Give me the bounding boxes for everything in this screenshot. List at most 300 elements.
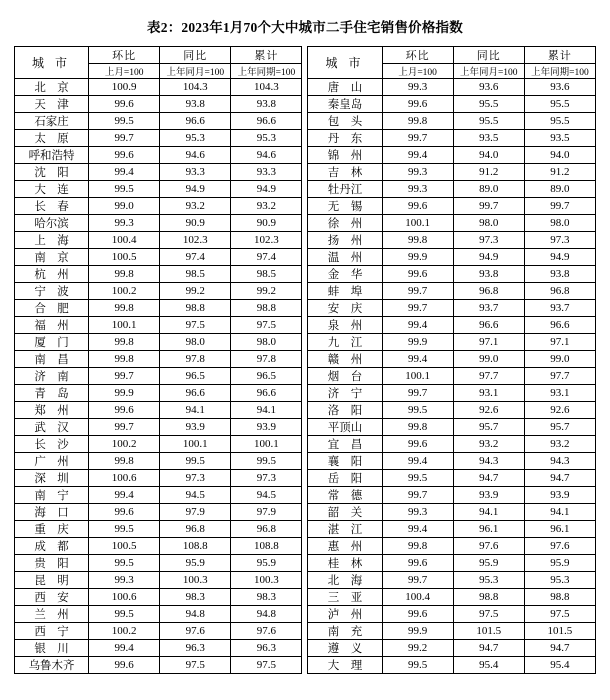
- value-yoy-left: 104.3: [160, 79, 231, 96]
- value-yoy-left: 97.5: [160, 317, 231, 334]
- table-header: [15, 47, 596, 79]
- table-row: [15, 589, 596, 606]
- table-row: [15, 487, 596, 504]
- value-yoy-right: 93.7: [453, 300, 524, 317]
- value-cumulative-right: 96.8: [524, 283, 595, 300]
- value-yoy-right: 95.7: [453, 419, 524, 436]
- value-mom-left: 99.5: [89, 113, 160, 130]
- value-cumulative-left: 97.3: [231, 470, 302, 487]
- city-name-right: 大 理: [308, 657, 382, 674]
- city-name-right: 北 海: [308, 572, 382, 589]
- value-yoy-right: 94.7: [453, 640, 524, 657]
- value-cumulative-left: 97.5: [231, 657, 302, 674]
- value-mom-right: 99.3: [382, 79, 453, 96]
- value-yoy-left: 93.3: [160, 164, 231, 181]
- table-row: [15, 640, 596, 657]
- value-mom-left: 100.4: [89, 232, 160, 249]
- header-sub-cum-right: 上年同期=100: [524, 64, 595, 79]
- value-yoy-right: 92.6: [453, 402, 524, 419]
- city-name-right: 宜 昌: [308, 436, 382, 453]
- value-cumulative-left: 97.5: [231, 317, 302, 334]
- city-name-left: 郑 州: [15, 402, 89, 419]
- value-mom-left: 99.4: [89, 640, 160, 657]
- value-mom-right: 99.8: [382, 419, 453, 436]
- value-cumulative-left: 93.8: [231, 96, 302, 113]
- value-cumulative-left: 98.8: [231, 300, 302, 317]
- city-name-left: 南 宁: [15, 487, 89, 504]
- value-yoy-right: 95.5: [453, 113, 524, 130]
- value-cumulative-right: 99.0: [524, 351, 595, 368]
- value-yoy-right: 97.7: [453, 368, 524, 385]
- value-mom-left: 99.0: [89, 198, 160, 215]
- table-row: [15, 266, 596, 283]
- page-title: 表2：2023年1月70个大中城市二手住宅销售价格指数: [147, 20, 463, 35]
- table-row: [15, 317, 596, 334]
- value-cumulative-left: 104.3: [231, 79, 302, 96]
- city-name-left: 福 州: [15, 317, 89, 334]
- value-yoy-left: 99.5: [160, 453, 231, 470]
- value-yoy-left: 94.5: [160, 487, 231, 504]
- value-yoy-left: 94.1: [160, 402, 231, 419]
- city-name-right: 蚌 埠: [308, 283, 382, 300]
- value-cumulative-left: 96.5: [231, 368, 302, 385]
- header-sub-cum-left: 上年同期=100: [231, 64, 302, 79]
- table-row: [15, 232, 596, 249]
- city-name-right: 泉 州: [308, 317, 382, 334]
- value-cumulative-right: 94.7: [524, 470, 595, 487]
- value-mom-right: 99.8: [382, 538, 453, 555]
- value-cumulative-right: 93.2: [524, 436, 595, 453]
- table-row: [15, 198, 596, 215]
- value-mom-right: 99.4: [382, 351, 453, 368]
- city-name-left: 石家庄: [15, 113, 89, 130]
- value-mom-left: 100.2: [89, 623, 160, 640]
- value-cumulative-right: 96.1: [524, 521, 595, 538]
- table-row: [15, 368, 596, 385]
- table-row: [15, 453, 596, 470]
- value-mom-right: 99.9: [382, 334, 453, 351]
- value-cumulative-left: 96.8: [231, 521, 302, 538]
- value-yoy-left: 98.3: [160, 589, 231, 606]
- value-yoy-left: 102.3: [160, 232, 231, 249]
- value-cumulative-right: 89.0: [524, 181, 595, 198]
- header-sub-mom-right: 上月=100: [382, 64, 453, 79]
- table-row: [15, 215, 596, 232]
- city-name-right: 金 华: [308, 266, 382, 283]
- value-cumulative-left: 97.6: [231, 623, 302, 640]
- value-yoy-left: 96.6: [160, 113, 231, 130]
- value-mom-right: 100.1: [382, 215, 453, 232]
- table-row: [15, 300, 596, 317]
- header-group-mom-left: 环比: [89, 47, 160, 64]
- value-mom-right: 99.4: [382, 521, 453, 538]
- value-cumulative-right: 95.4: [524, 657, 595, 674]
- value-mom-right: 99.7: [382, 283, 453, 300]
- header-group-mom-right: 环比: [382, 47, 453, 64]
- value-yoy-right: 101.5: [453, 623, 524, 640]
- value-yoy-left: 108.8: [160, 538, 231, 555]
- value-mom-left: 99.8: [89, 334, 160, 351]
- value-mom-right: 99.6: [382, 96, 453, 113]
- value-mom-right: 100.4: [382, 589, 453, 606]
- city-name-right: 襄 阳: [308, 453, 382, 470]
- value-cumulative-right: 95.5: [524, 113, 595, 130]
- value-yoy-right: 93.5: [453, 130, 524, 147]
- value-cumulative-right: 95.5: [524, 96, 595, 113]
- value-cumulative-right: 91.2: [524, 164, 595, 181]
- city-name-left: 呼和浩特: [15, 147, 89, 164]
- value-yoy-left: 93.2: [160, 198, 231, 215]
- value-yoy-right: 97.5: [453, 606, 524, 623]
- city-name-left: 兰 州: [15, 606, 89, 623]
- value-mom-right: 100.1: [382, 368, 453, 385]
- table-row: [15, 164, 596, 181]
- city-name-left: 贵 阳: [15, 555, 89, 572]
- city-name-left: 成 都: [15, 538, 89, 555]
- value-cumulative-left: 108.8: [231, 538, 302, 555]
- value-yoy-left: 98.5: [160, 266, 231, 283]
- city-name-left: 哈尔滨: [15, 215, 89, 232]
- value-cumulative-left: 96.6: [231, 385, 302, 402]
- value-yoy-left: 97.5: [160, 657, 231, 674]
- value-mom-right: 99.4: [382, 453, 453, 470]
- table-row: [15, 623, 596, 640]
- city-name-left: 太 原: [15, 130, 89, 147]
- value-cumulative-right: 92.6: [524, 402, 595, 419]
- value-cumulative-left: 93.2: [231, 198, 302, 215]
- value-mom-left: 99.4: [89, 164, 160, 181]
- value-mom-right: 99.5: [382, 657, 453, 674]
- value-mom-left: 99.8: [89, 453, 160, 470]
- value-mom-left: 100.6: [89, 589, 160, 606]
- value-yoy-right: 99.7: [453, 198, 524, 215]
- value-mom-left: 99.3: [89, 215, 160, 232]
- value-mom-right: 99.3: [382, 181, 453, 198]
- city-name-right: 三 亚: [308, 589, 382, 606]
- value-mom-left: 99.4: [89, 487, 160, 504]
- value-mom-right: 99.9: [382, 623, 453, 640]
- value-yoy-left: 97.6: [160, 623, 231, 640]
- value-yoy-right: 96.6: [453, 317, 524, 334]
- value-cumulative-right: 93.1: [524, 385, 595, 402]
- table-row: [15, 351, 596, 368]
- value-cumulative-right: 93.8: [524, 266, 595, 283]
- table-row: [15, 385, 596, 402]
- table-row: [15, 96, 596, 113]
- city-name-right: 泸 州: [308, 606, 382, 623]
- value-mom-left: 99.5: [89, 181, 160, 198]
- value-cumulative-right: 93.5: [524, 130, 595, 147]
- city-name-right: 烟 台: [308, 368, 382, 385]
- header-group-cum-right: 累计: [524, 47, 595, 64]
- value-cumulative-right: 95.9: [524, 555, 595, 572]
- value-cumulative-left: 94.8: [231, 606, 302, 623]
- value-mom-right: 99.7: [382, 300, 453, 317]
- value-yoy-right: 95.4: [453, 657, 524, 674]
- city-name-left: 天 津: [15, 96, 89, 113]
- table-row: [15, 402, 596, 419]
- city-name-right: 秦皇岛: [308, 96, 382, 113]
- value-cumulative-right: 95.3: [524, 572, 595, 589]
- value-mom-right: 99.8: [382, 232, 453, 249]
- city-name-left: 沈 阳: [15, 164, 89, 181]
- city-name-right: 岳 阳: [308, 470, 382, 487]
- value-mom-left: 99.5: [89, 606, 160, 623]
- value-yoy-left: 98.8: [160, 300, 231, 317]
- value-cumulative-left: 99.2: [231, 283, 302, 300]
- value-yoy-right: 98.8: [453, 589, 524, 606]
- table-row: [15, 419, 596, 436]
- value-mom-left: 99.6: [89, 402, 160, 419]
- value-mom-right: 99.4: [382, 317, 453, 334]
- value-mom-right: 99.6: [382, 436, 453, 453]
- city-name-left: 杭 州: [15, 266, 89, 283]
- value-mom-left: 99.6: [89, 504, 160, 521]
- value-cumulative-left: 95.9: [231, 555, 302, 572]
- value-yoy-left: 93.9: [160, 419, 231, 436]
- header-sub-yoy-right: 上年同月=100: [453, 64, 524, 79]
- value-cumulative-left: 97.8: [231, 351, 302, 368]
- value-yoy-left: 99.2: [160, 283, 231, 300]
- table-row: [15, 606, 596, 623]
- value-mom-left: 99.8: [89, 351, 160, 368]
- value-cumulative-right: 99.7: [524, 198, 595, 215]
- value-cumulative-left: 96.3: [231, 640, 302, 657]
- city-name-right: 常 德: [308, 487, 382, 504]
- city-name-right: 济 宁: [308, 385, 382, 402]
- value-yoy-left: 97.8: [160, 351, 231, 368]
- value-mom-right: 99.6: [382, 198, 453, 215]
- value-yoy-right: 94.7: [453, 470, 524, 487]
- table-row: [15, 657, 596, 674]
- value-cumulative-right: 97.7: [524, 368, 595, 385]
- table-row: [15, 283, 596, 300]
- value-yoy-right: 93.9: [453, 487, 524, 504]
- value-mom-left: 99.7: [89, 419, 160, 436]
- city-name-right: 锦 州: [308, 147, 382, 164]
- table-body: [15, 79, 596, 674]
- value-mom-right: 99.7: [382, 572, 453, 589]
- value-yoy-right: 97.3: [453, 232, 524, 249]
- value-cumulative-left: 97.9: [231, 504, 302, 521]
- value-mom-left: 100.2: [89, 436, 160, 453]
- value-cumulative-right: 93.7: [524, 300, 595, 317]
- value-yoy-right: 95.3: [453, 572, 524, 589]
- value-yoy-right: 96.8: [453, 283, 524, 300]
- value-yoy-right: 93.1: [453, 385, 524, 402]
- value-mom-left: 99.6: [89, 96, 160, 113]
- value-yoy-left: 97.3: [160, 470, 231, 487]
- city-name-left: 长 春: [15, 198, 89, 215]
- column-gap: [302, 64, 308, 79]
- value-cumulative-right: 98.8: [524, 589, 595, 606]
- value-mom-left: 99.8: [89, 266, 160, 283]
- city-name-left: 西 安: [15, 589, 89, 606]
- value-yoy-left: 94.8: [160, 606, 231, 623]
- city-name-left: 长 沙: [15, 436, 89, 453]
- price-index-table: [14, 46, 596, 674]
- table-row: [15, 130, 596, 147]
- value-mom-left: 99.8: [89, 300, 160, 317]
- value-yoy-right: 94.1: [453, 504, 524, 521]
- table-row: [15, 436, 596, 453]
- value-mom-left: 99.9: [89, 385, 160, 402]
- header-sub-yoy-left: 上年同月=100: [160, 64, 231, 79]
- city-name-right: 唐 山: [308, 79, 382, 96]
- value-yoy-left: 97.4: [160, 249, 231, 266]
- value-mom-right: 99.4: [382, 147, 453, 164]
- city-name-right: 遵 义: [308, 640, 382, 657]
- value-cumulative-left: 97.4: [231, 249, 302, 266]
- value-cumulative-left: 96.6: [231, 113, 302, 130]
- table-row: [15, 555, 596, 572]
- city-name-right: 丹 东: [308, 130, 382, 147]
- value-yoy-right: 99.0: [453, 351, 524, 368]
- value-yoy-right: 94.0: [453, 147, 524, 164]
- city-name-right: 包 头: [308, 113, 382, 130]
- value-yoy-left: 90.9: [160, 215, 231, 232]
- value-yoy-right: 97.1: [453, 334, 524, 351]
- value-cumulative-left: 98.0: [231, 334, 302, 351]
- value-cumulative-left: 93.3: [231, 164, 302, 181]
- value-mom-right: 99.6: [382, 266, 453, 283]
- value-yoy-right: 91.2: [453, 164, 524, 181]
- value-cumulative-left: 90.9: [231, 215, 302, 232]
- city-name-left: 上 海: [15, 232, 89, 249]
- city-name-right: 徐 州: [308, 215, 382, 232]
- value-mom-left: 99.6: [89, 147, 160, 164]
- value-cumulative-left: 98.5: [231, 266, 302, 283]
- value-mom-right: 99.8: [382, 113, 453, 130]
- value-yoy-left: 96.6: [160, 385, 231, 402]
- city-name-right: 湛 江: [308, 521, 382, 538]
- city-name-left: 南 京: [15, 249, 89, 266]
- city-name-left: 宁 波: [15, 283, 89, 300]
- value-mom-right: 99.6: [382, 606, 453, 623]
- city-name-right: 平顶山: [308, 419, 382, 436]
- value-cumulative-right: 96.6: [524, 317, 595, 334]
- value-yoy-right: 93.6: [453, 79, 524, 96]
- table-row: [15, 538, 596, 555]
- value-cumulative-left: 95.3: [231, 130, 302, 147]
- header-group-yoy-left: 同比: [160, 47, 231, 64]
- value-yoy-left: 94.9: [160, 181, 231, 198]
- header-sub-mom-left: 上月=100: [89, 64, 160, 79]
- city-name-right: 惠 州: [308, 538, 382, 555]
- value-cumulative-right: 94.9: [524, 249, 595, 266]
- value-cumulative-right: 97.6: [524, 538, 595, 555]
- table-row: [15, 113, 596, 130]
- value-cumulative-right: 94.7: [524, 640, 595, 657]
- value-mom-left: 100.2: [89, 283, 160, 300]
- value-cumulative-left: 99.5: [231, 453, 302, 470]
- header-city-left: 城 市: [15, 47, 89, 79]
- value-cumulative-right: 98.0: [524, 215, 595, 232]
- value-yoy-right: 95.5: [453, 96, 524, 113]
- value-cumulative-left: 102.3: [231, 232, 302, 249]
- city-name-left: 合 肥: [15, 300, 89, 317]
- value-mom-right: 99.5: [382, 470, 453, 487]
- value-cumulative-left: 100.3: [231, 572, 302, 589]
- city-name-right: 牡丹江: [308, 181, 382, 198]
- city-name-right: 南 充: [308, 623, 382, 640]
- value-mom-right: 99.3: [382, 504, 453, 521]
- city-name-right: 赣 州: [308, 351, 382, 368]
- city-name-right: 无 锡: [308, 198, 382, 215]
- value-mom-right: 99.7: [382, 130, 453, 147]
- city-name-left: 乌鲁木齐: [15, 657, 89, 674]
- value-mom-left: 100.1: [89, 317, 160, 334]
- value-yoy-left: 100.1: [160, 436, 231, 453]
- city-name-right: 韶 关: [308, 504, 382, 521]
- city-name-left: 北 京: [15, 79, 89, 96]
- value-mom-right: 99.9: [382, 249, 453, 266]
- value-mom-left: 99.5: [89, 555, 160, 572]
- city-name-left: 南 昌: [15, 351, 89, 368]
- city-name-right: 洛 阳: [308, 402, 382, 419]
- value-yoy-left: 94.6: [160, 147, 231, 164]
- value-mom-left: 100.5: [89, 538, 160, 555]
- table-row: [15, 572, 596, 589]
- table-row: [15, 181, 596, 198]
- table-row: [15, 249, 596, 266]
- value-cumulative-right: 94.0: [524, 147, 595, 164]
- value-yoy-left: 96.5: [160, 368, 231, 385]
- value-yoy-left: 98.0: [160, 334, 231, 351]
- city-name-left: 海 口: [15, 504, 89, 521]
- value-yoy-right: 93.8: [453, 266, 524, 283]
- value-yoy-right: 94.9: [453, 249, 524, 266]
- city-name-right: 吉 林: [308, 164, 382, 181]
- value-yoy-right: 94.3: [453, 453, 524, 470]
- city-name-left: 大 连: [15, 181, 89, 198]
- value-cumulative-right: 97.1: [524, 334, 595, 351]
- value-cumulative-left: 94.1: [231, 402, 302, 419]
- city-name-left: 西 宁: [15, 623, 89, 640]
- value-mom-left: 99.3: [89, 572, 160, 589]
- table-row: [15, 147, 596, 164]
- value-cumulative-left: 94.5: [231, 487, 302, 504]
- city-name-right: 安 庆: [308, 300, 382, 317]
- value-mom-right: 99.5: [382, 402, 453, 419]
- value-yoy-left: 96.8: [160, 521, 231, 538]
- table-row: [15, 79, 596, 96]
- value-yoy-left: 100.3: [160, 572, 231, 589]
- city-name-right: 九 江: [308, 334, 382, 351]
- value-mom-right: 99.2: [382, 640, 453, 657]
- value-cumulative-left: 94.9: [231, 181, 302, 198]
- value-cumulative-right: 93.6: [524, 79, 595, 96]
- header-group-cum-left: 累计: [231, 47, 302, 64]
- city-name-left: 银 川: [15, 640, 89, 657]
- value-yoy-right: 96.1: [453, 521, 524, 538]
- value-yoy-right: 95.9: [453, 555, 524, 572]
- value-mom-right: 99.7: [382, 487, 453, 504]
- city-name-left: 济 南: [15, 368, 89, 385]
- value-mom-left: 99.5: [89, 521, 160, 538]
- city-name-left: 深 圳: [15, 470, 89, 487]
- value-cumulative-right: 97.3: [524, 232, 595, 249]
- value-yoy-right: 93.2: [453, 436, 524, 453]
- value-cumulative-right: 93.9: [524, 487, 595, 504]
- value-cumulative-left: 94.6: [231, 147, 302, 164]
- header-city-right: 城 市: [308, 47, 382, 79]
- table-row: [15, 521, 596, 538]
- value-mom-left: 99.7: [89, 368, 160, 385]
- value-yoy-left: 96.3: [160, 640, 231, 657]
- value-mom-left: 99.7: [89, 130, 160, 147]
- value-yoy-left: 97.9: [160, 504, 231, 521]
